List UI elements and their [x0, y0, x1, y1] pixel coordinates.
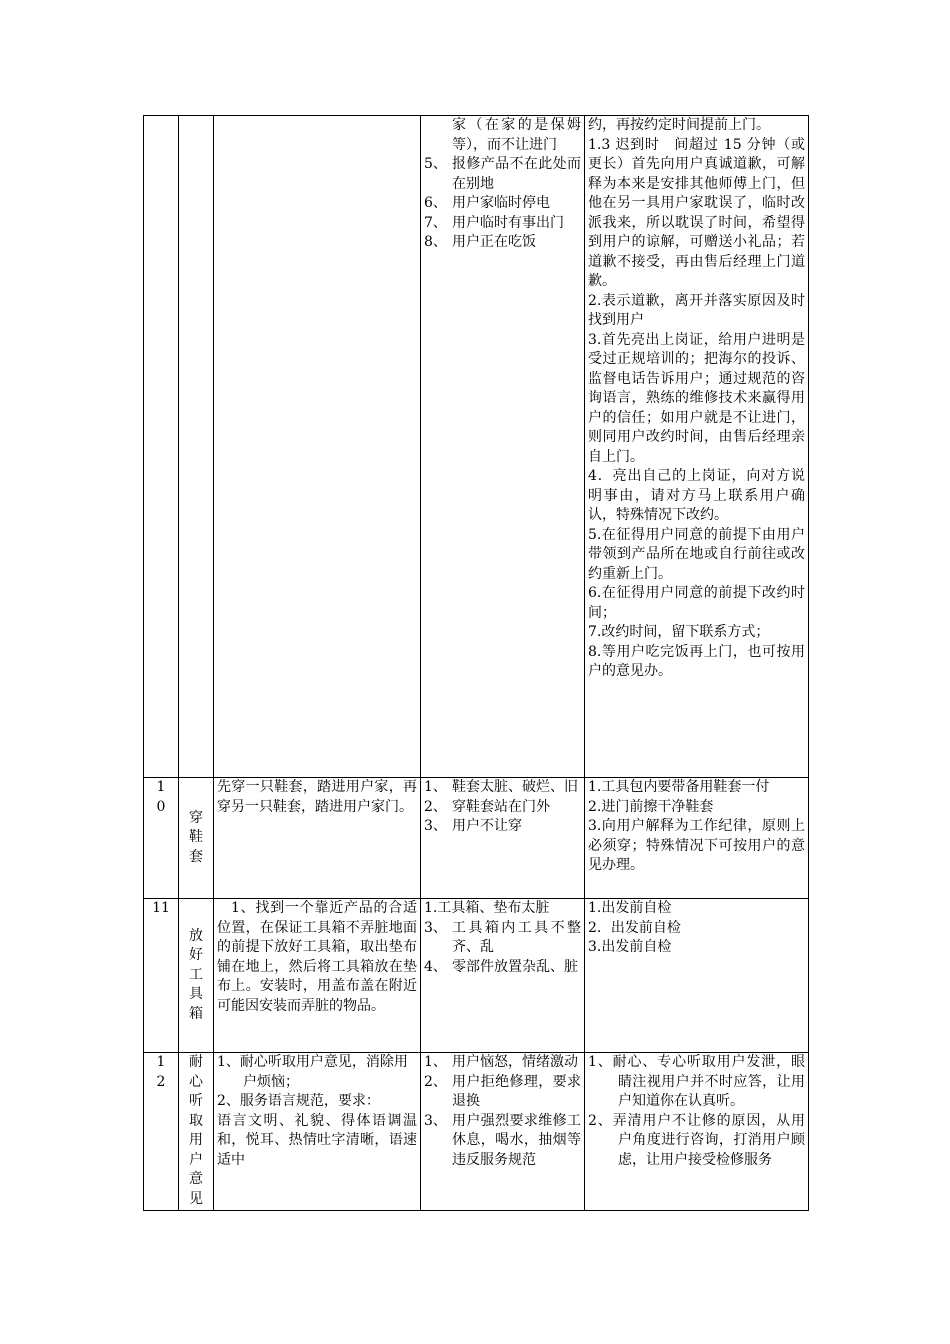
solution-text: 7.改约时间，留下联系方式；	[588, 624, 770, 640]
list-item: 2、 用户拒绝修理，要求退换	[424, 1073, 581, 1109]
list-item: 5、 报修产品不在此处而在别地	[424, 156, 581, 192]
step-name: 穿鞋套	[189, 809, 203, 865]
list-item: 1、 鞋套太脏、破烂、旧	[424, 779, 578, 795]
row-number-cell	[144, 1053, 179, 1211]
row-number: 12	[156, 1054, 166, 1090]
solution-text: 2.表示道歉，离开并落实原因及时找到用户	[588, 292, 805, 328]
requirement-text: 1、耐心听取用户意见，消除用户烦恼；	[217, 1054, 408, 1090]
step-name: 放好工具箱	[189, 927, 203, 1022]
solution-text: 约，再按约定时间提前上门。	[588, 117, 770, 133]
step-name-cell	[179, 899, 214, 1053]
list-item: 2、 穿鞋套站在门外	[424, 798, 550, 815]
solution-text: 2.进门前擦干净鞋套	[588, 798, 714, 815]
solution-text: 4．亮出自己的上岗证，向对方说明事由，请对方马上联系用户确认，特殊情况下改约。	[588, 468, 805, 523]
table-row	[144, 778, 809, 899]
requirement-cell	[214, 899, 421, 1053]
service-standard-table	[143, 115, 809, 1211]
table-row	[144, 1053, 809, 1211]
step-name-cell	[179, 1053, 214, 1211]
solution-text: 3.向用户解释为工作纪律，原则上必须穿；特殊情况下可按用户的意见办理。	[588, 818, 805, 873]
row-number-cell	[144, 116, 179, 778]
solution-text: 1.3 迟到时 间超过 15 分钟（或更长）首先向用户真诚道歉，可解释为本来是安排其他师傅上门，但他在另一具用户家耽误了，临时改派我来，所以耽误了时间，希望得到用户的谅解，可赠送小礼品；若道歉不接受，再由售后经理上门道歉。	[588, 136, 805, 289]
solution-text: 1.工具包内要带备用鞋套一付	[588, 779, 770, 795]
problems-cell	[421, 1053, 585, 1211]
requirement-text: 先穿一只鞋套，踏进用户家，再穿另一只鞋套，踏进用户家门。	[217, 779, 417, 815]
requirement-cell	[214, 778, 421, 899]
problems-cell	[421, 899, 585, 1053]
solution-text: 1.出发前自检	[588, 900, 672, 916]
requirement-text: 2、服务语言规范，要求：	[217, 1093, 380, 1109]
solution-text: 5.在征得用户同意的前提下由用户带领到产品所在地或自行前往或改约重新上门。	[588, 526, 805, 582]
list-item: 3、 用户不让穿	[424, 818, 522, 834]
table-row	[144, 899, 809, 1053]
list-item: 3、 用户强烈要求维修工休息，喝水，抽烟等违反服务规范	[424, 1112, 581, 1168]
requirement-text: 语言文明、礼貌、得体语调温和，悦耳、热情吐字清晰，语速适中	[217, 1112, 417, 1168]
requirement-cell	[214, 1053, 421, 1211]
problems-cell	[421, 778, 585, 899]
list-item: 6、 用户家临时停电	[424, 195, 550, 211]
table-row	[144, 116, 809, 778]
row-number-cell	[144, 899, 179, 1053]
list-item: 8、 用户正在吃饭	[424, 234, 536, 250]
step-name: 耐心听取用户意见	[189, 1054, 203, 1207]
solutions-cell	[585, 1053, 809, 1211]
row-number-cell	[144, 778, 179, 899]
solution-text: 8.等用户吃完饭再上门，也可按用户的意见办。	[588, 643, 805, 679]
list-item: 家（在家的是保姆等），而不让进门	[452, 117, 581, 153]
requirement-cell	[214, 116, 421, 778]
solutions-cell	[585, 778, 809, 899]
requirement-text: 1、找到一个靠近产品的合适位置，在保证工具箱不弄脏地面的前提下放好工具箱，取出垫布铺在地上，然后将工具箱放在垫布上。安装时，用盖布盖在附近可能因安装而弄脏的物品。	[217, 900, 417, 1014]
solutions-cell	[585, 116, 809, 778]
step-name-cell	[179, 778, 214, 899]
solution-text: 1、耐心、专心听取用户发泄，眼睛注视用户并不时应答，让用户知道你在认真听。	[588, 1054, 805, 1109]
list-item: 4、 零部件放置杂乱、脏	[424, 958, 578, 975]
solution-text: 3.出发前自检	[588, 939, 672, 955]
solution-text: 6.在征得用户同意的前提下改约时间；	[588, 585, 805, 621]
problems-cell	[421, 116, 585, 778]
solution-text: 3.首先亮出上岗证，给用户进明是受过正规培训的；把海尔的投诉、监督电话告诉用户；通过规范的咨询语言，熟练的维修技术来赢得用户的信任；如用户就是不让进门，则同用户改约时间，由售后经理亲自上门。	[588, 331, 805, 465]
solutions-cell	[585, 899, 809, 1053]
list-item: 7、 用户临时有事出门	[424, 214, 564, 231]
row-number: 11	[152, 900, 170, 916]
list-item: 1.工具箱、垫布太脏	[424, 900, 550, 916]
list-item: 1、 用户恼怒，情绪激动	[424, 1054, 578, 1070]
list-item: 3、 工具箱内工具不整齐、乱	[424, 919, 581, 955]
solution-text: 2．出发前自检	[588, 919, 681, 936]
row-number: 10	[156, 779, 166, 815]
solution-text: 2、弄清用户不让修的原因，从用户角度进行咨询，打消用户顾虑，让用户接受检修服务	[588, 1112, 805, 1168]
step-name-cell	[179, 116, 214, 778]
